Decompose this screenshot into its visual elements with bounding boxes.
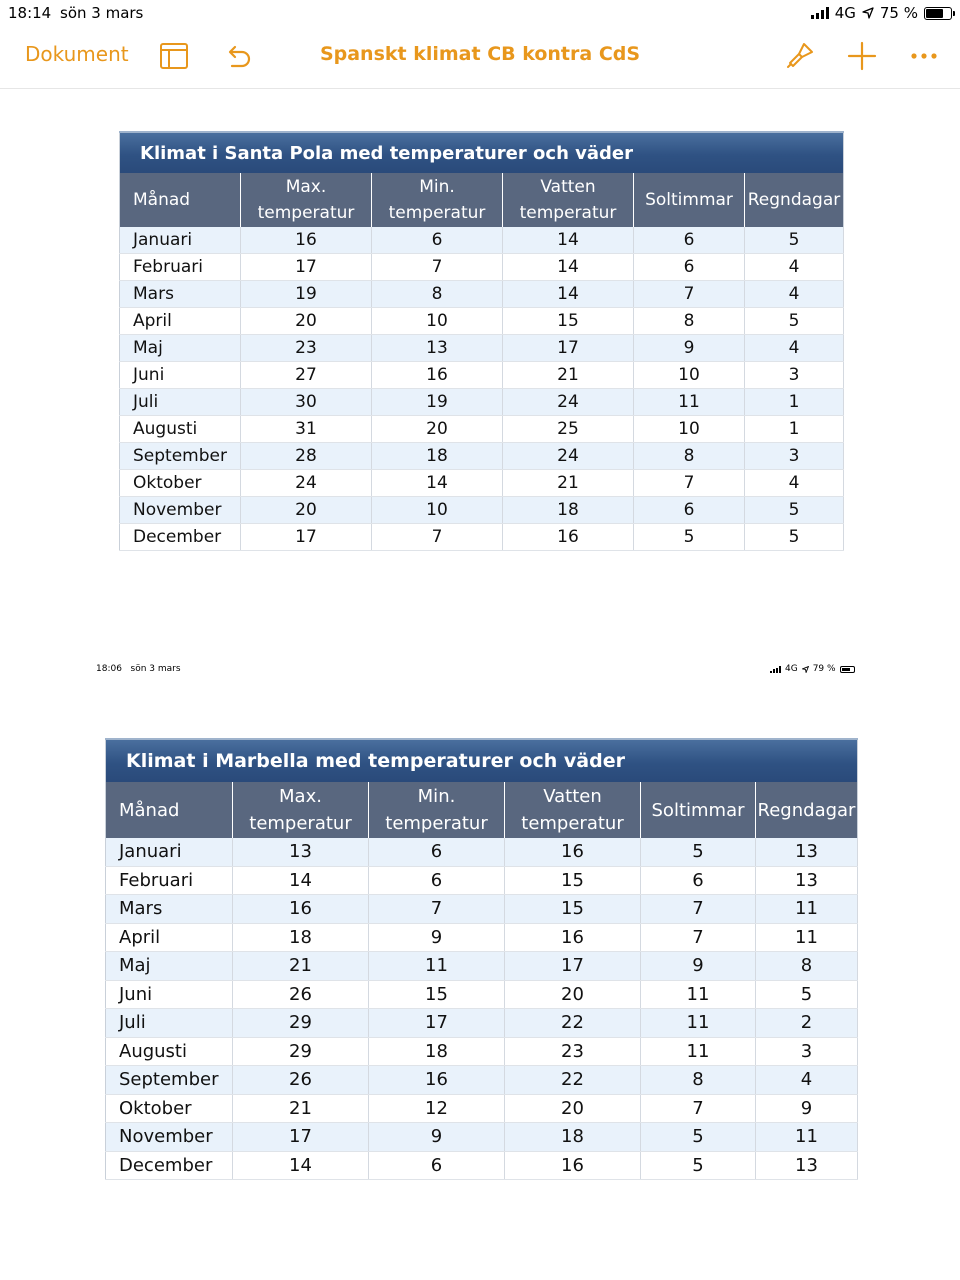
cell-rain-days: 5 <box>745 497 844 524</box>
cell-min-temp: 7 <box>369 895 505 924</box>
cell-rain-days: 4 <box>745 335 844 362</box>
table-row <box>120 362 844 389</box>
cell-month: Februari <box>120 254 241 281</box>
cell-water-temp: 18 <box>505 1123 641 1152</box>
embedded-status-left <box>96 664 181 674</box>
format-brush-icon[interactable] <box>784 40 816 72</box>
cell-month: Januari <box>120 227 241 254</box>
cell-rain-days: 4 <box>756 1066 858 1095</box>
cell-rain-days: 13 <box>756 1151 858 1180</box>
cell-min-temp: 16 <box>372 362 503 389</box>
cell-max-temp: 30 <box>241 389 372 416</box>
cell-sun-hours: 11 <box>641 980 756 1009</box>
battery-icon <box>924 7 952 20</box>
signal-icon <box>811 7 829 19</box>
app-toolbar <box>0 26 960 89</box>
col-header-rain-days: Regndagar <box>756 782 858 838</box>
cell-rain-days: 1 <box>745 389 844 416</box>
cell-sun-hours: 8 <box>634 308 745 335</box>
cell-rain-days: 8 <box>756 952 858 981</box>
cell-water-temp: 25 <box>503 416 634 443</box>
cell-sun-hours: 11 <box>641 1009 756 1038</box>
cell-rain-days: 5 <box>745 227 844 254</box>
table-title: Klimat i Marbella med temperaturer och väder <box>106 739 858 782</box>
cell-month: November <box>120 497 241 524</box>
cell-max-temp: 21 <box>233 952 369 981</box>
cell-month: Augusti <box>120 416 241 443</box>
cell-rain-days: 5 <box>756 980 858 1009</box>
cell-min-temp: 14 <box>372 470 503 497</box>
table-row <box>120 497 844 524</box>
cell-max-temp: 20 <box>241 497 372 524</box>
cell-max-temp: 26 <box>233 1066 369 1095</box>
cell-sun-hours: 7 <box>634 470 745 497</box>
cell-sun-hours: 8 <box>641 1066 756 1095</box>
status-right <box>811 4 952 22</box>
cell-sun-hours: 6 <box>634 497 745 524</box>
table-row <box>120 227 844 254</box>
cell-water-temp: 21 <box>503 470 634 497</box>
cell-water-temp: 20 <box>505 980 641 1009</box>
cell-max-temp: 16 <box>241 227 372 254</box>
table-row <box>106 838 858 866</box>
table-row <box>106 1123 858 1152</box>
cell-max-temp: 14 <box>233 1151 369 1180</box>
table-row <box>106 1037 858 1066</box>
col-header-min-temp: Min. temperatur <box>372 173 503 227</box>
table-row <box>106 1066 858 1095</box>
cell-sun-hours: 9 <box>634 335 745 362</box>
cell-month: Juni <box>106 980 233 1009</box>
cell-min-temp: 18 <box>372 443 503 470</box>
col-header-month: Månad <box>120 173 241 227</box>
cell-water-temp: 16 <box>505 1151 641 1180</box>
cell-water-temp: 23 <box>505 1037 641 1066</box>
cell-min-temp: 20 <box>372 416 503 443</box>
cell-sun-hours: 5 <box>641 1123 756 1152</box>
col-header-water-temp: Vatten temperatur <box>503 173 634 227</box>
cell-max-temp: 13 <box>233 838 369 866</box>
cell-month: September <box>120 443 241 470</box>
cell-month: Augusti <box>106 1037 233 1066</box>
cell-water-temp: 14 <box>503 254 634 281</box>
cell-max-temp: 27 <box>241 362 372 389</box>
cell-month: Maj <box>120 335 241 362</box>
cell-min-temp: 8 <box>372 281 503 308</box>
cell-month: Oktober <box>120 470 241 497</box>
cell-water-temp: 15 <box>505 895 641 924</box>
cell-water-temp: 17 <box>503 335 634 362</box>
cell-month: December <box>106 1151 233 1180</box>
col-header-max-temp: Max. temperatur <box>241 173 372 227</box>
cell-month: Oktober <box>106 1094 233 1123</box>
table-row <box>120 389 844 416</box>
cell-max-temp: 18 <box>233 923 369 952</box>
cell-min-temp: 9 <box>369 923 505 952</box>
table-title: Klimat i Santa Pola med temperaturer och väder <box>120 132 844 173</box>
cell-min-temp: 10 <box>372 308 503 335</box>
table-row <box>120 524 844 551</box>
cell-min-temp: 7 <box>372 254 503 281</box>
cell-rain-days: 4 <box>745 470 844 497</box>
climate-table-santa-pola <box>119 131 844 551</box>
embedded-location-icon <box>802 666 809 673</box>
add-icon[interactable] <box>846 40 878 72</box>
cell-max-temp: 29 <box>233 1037 369 1066</box>
cell-sun-hours: 8 <box>634 443 745 470</box>
cell-sun-hours: 10 <box>634 362 745 389</box>
cell-max-temp: 16 <box>233 895 369 924</box>
cell-min-temp: 19 <box>372 389 503 416</box>
table-row <box>120 416 844 443</box>
table-row <box>120 470 844 497</box>
cell-month: Februari <box>106 866 233 895</box>
cell-sun-hours: 7 <box>641 895 756 924</box>
cell-month: Juni <box>120 362 241 389</box>
col-header-max-temp: Max. temperatur <box>233 782 369 838</box>
cell-rain-days: 9 <box>756 1094 858 1123</box>
embedded-time: 18:06 <box>96 664 122 674</box>
col-header-min-temp: Min. temperatur <box>369 782 505 838</box>
cell-water-temp: 24 <box>503 389 634 416</box>
table-row <box>106 1094 858 1123</box>
cell-min-temp: 6 <box>372 227 503 254</box>
cell-min-temp: 9 <box>369 1123 505 1152</box>
embedded-signal-icon <box>770 666 781 673</box>
cell-max-temp: 24 <box>241 470 372 497</box>
cell-min-temp: 6 <box>369 866 505 895</box>
cell-month: December <box>120 524 241 551</box>
cell-max-temp: 17 <box>233 1123 369 1152</box>
table-row <box>106 1009 858 1038</box>
documents-button[interactable]: Dokument <box>25 42 129 66</box>
table-row <box>106 895 858 924</box>
cell-rain-days: 5 <box>745 308 844 335</box>
cell-water-temp: 14 <box>503 227 634 254</box>
table-row <box>120 443 844 470</box>
cell-rain-days: 3 <box>756 1037 858 1066</box>
cell-sun-hours: 6 <box>634 254 745 281</box>
cell-water-temp: 21 <box>503 362 634 389</box>
cell-water-temp: 22 <box>505 1066 641 1095</box>
cell-min-temp: 12 <box>369 1094 505 1123</box>
cell-rain-days: 4 <box>745 254 844 281</box>
cell-sun-hours: 10 <box>634 416 745 443</box>
cell-max-temp: 21 <box>233 1094 369 1123</box>
cell-sun-hours: 7 <box>641 1094 756 1123</box>
cell-month: Januari <box>106 838 233 866</box>
col-header-rain-days: Regndagar <box>745 173 844 227</box>
cell-min-temp: 6 <box>369 1151 505 1180</box>
cell-sun-hours: 7 <box>634 281 745 308</box>
table-row <box>106 923 858 952</box>
cell-water-temp: 16 <box>505 923 641 952</box>
cell-water-temp: 24 <box>503 443 634 470</box>
battery-percent: 75 % <box>879 4 918 22</box>
cell-month: Juli <box>106 1009 233 1038</box>
cell-rain-days: 3 <box>745 443 844 470</box>
cell-water-temp: 16 <box>503 524 634 551</box>
cell-min-temp: 11 <box>369 952 505 981</box>
embedded-date: sön 3 mars <box>130 664 181 674</box>
location-arrow-icon <box>862 7 874 19</box>
cell-sun-hours: 9 <box>641 952 756 981</box>
cell-rain-days: 4 <box>745 281 844 308</box>
cell-water-temp: 15 <box>505 866 641 895</box>
cell-max-temp: 19 <box>241 281 372 308</box>
more-icon[interactable] <box>908 40 940 72</box>
cell-water-temp: 20 <box>505 1094 641 1123</box>
cell-max-temp: 17 <box>241 254 372 281</box>
cell-rain-days: 13 <box>756 838 858 866</box>
status-date: sön 3 mars <box>60 4 144 22</box>
table-row <box>106 952 858 981</box>
cell-sun-hours: 5 <box>641 838 756 866</box>
cell-water-temp: 14 <box>503 281 634 308</box>
cell-rain-days: 13 <box>756 866 858 895</box>
cell-sun-hours: 6 <box>641 866 756 895</box>
cell-sun-hours: 11 <box>634 389 745 416</box>
cell-month: Mars <box>106 895 233 924</box>
table-row <box>120 335 844 362</box>
cell-water-temp: 15 <box>503 308 634 335</box>
document-title[interactable]: Spanskt klimat CB kontra CdS <box>319 43 641 65</box>
cell-month: November <box>106 1123 233 1152</box>
cell-max-temp: 20 <box>241 308 372 335</box>
col-header-water-temp: Vatten temperatur <box>505 782 641 838</box>
cell-min-temp: 13 <box>372 335 503 362</box>
cell-max-temp: 31 <box>241 416 372 443</box>
cell-water-temp: 22 <box>505 1009 641 1038</box>
cell-month: April <box>106 923 233 952</box>
cell-sun-hours: 5 <box>634 524 745 551</box>
cell-month: Maj <box>106 952 233 981</box>
cell-sun-hours: 7 <box>641 923 756 952</box>
cell-rain-days: 5 <box>745 524 844 551</box>
embedded-network: 4G <box>785 664 798 674</box>
col-header-sun-hours: Soltimmar <box>641 782 756 838</box>
cell-min-temp: 16 <box>369 1066 505 1095</box>
embedded-battery-icon <box>840 666 855 673</box>
cell-min-temp: 6 <box>369 838 505 866</box>
cell-min-temp: 17 <box>369 1009 505 1038</box>
network-label: 4G <box>834 4 856 22</box>
cell-rain-days: 11 <box>756 895 858 924</box>
cell-rain-days: 2 <box>756 1009 858 1038</box>
embedded-battery-percent: 79 % <box>812 664 836 674</box>
climate-table-marbella <box>105 738 858 1180</box>
col-header-month: Månad <box>106 782 233 838</box>
cell-sun-hours: 5 <box>641 1151 756 1180</box>
cell-rain-days: 1 <box>745 416 844 443</box>
cell-sun-hours: 11 <box>641 1037 756 1066</box>
cell-rain-days: 3 <box>745 362 844 389</box>
cell-min-temp: 7 <box>372 524 503 551</box>
embedded-status-right <box>770 664 855 674</box>
cell-rain-days: 11 <box>756 923 858 952</box>
cell-max-temp: 28 <box>241 443 372 470</box>
cell-max-temp: 14 <box>233 866 369 895</box>
cell-max-temp: 26 <box>233 980 369 1009</box>
cell-month: Mars <box>120 281 241 308</box>
cell-water-temp: 16 <box>505 838 641 866</box>
cell-rain-days: 11 <box>756 1123 858 1152</box>
cell-month: April <box>120 308 241 335</box>
cell-max-temp: 17 <box>241 524 372 551</box>
cell-min-temp: 18 <box>369 1037 505 1066</box>
table-row <box>120 254 844 281</box>
cell-min-temp: 15 <box>369 980 505 1009</box>
col-header-sun-hours: Soltimmar <box>634 173 745 227</box>
table-row <box>106 866 858 895</box>
cell-month: Juli <box>120 389 241 416</box>
cell-max-temp: 29 <box>233 1009 369 1038</box>
status-time: 18:14 <box>8 4 52 22</box>
table-row <box>106 980 858 1009</box>
cell-water-temp: 17 <box>505 952 641 981</box>
cell-sun-hours: 6 <box>634 227 745 254</box>
cell-water-temp: 18 <box>503 497 634 524</box>
cell-min-temp: 10 <box>372 497 503 524</box>
cell-month: September <box>106 1066 233 1095</box>
table-row <box>120 281 844 308</box>
table-row <box>106 1151 858 1180</box>
status-bar <box>0 0 960 26</box>
cell-max-temp: 23 <box>241 335 372 362</box>
table-row <box>120 308 844 335</box>
